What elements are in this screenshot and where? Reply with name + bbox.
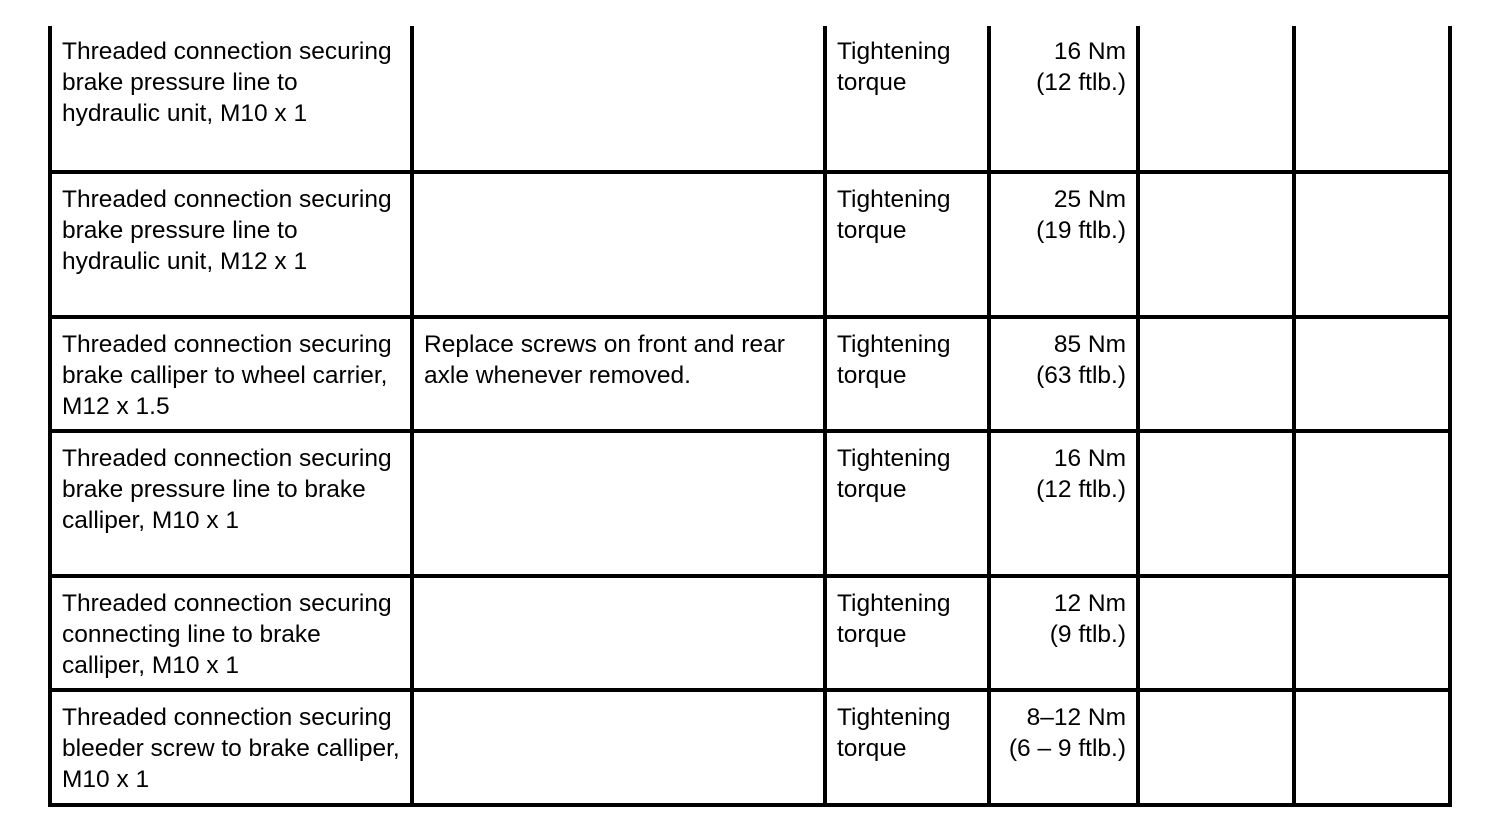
note-cell bbox=[412, 690, 825, 805]
extra-cell-2 bbox=[1294, 172, 1450, 317]
component-cell: Threaded connection securing brake pressure line to hydraulic unit, M10 x 1 bbox=[50, 26, 412, 172]
type-cell: Tightening torque bbox=[825, 431, 989, 576]
value-metric: 25 Nm bbox=[1053, 186, 1126, 213]
value-cell bbox=[989, 26, 1138, 172]
value-metric: 16 Nm bbox=[1053, 38, 1126, 65]
component-cell: Threaded connection securing brake calliper to wheel carrier, M12 x 1.5 bbox=[50, 317, 412, 431]
component-cell: Threaded connection securing brake pressure line to brake calliper, M10 x 1 bbox=[50, 431, 412, 576]
note-cell bbox=[412, 576, 825, 690]
table-row bbox=[50, 172, 1450, 317]
type-cell: Tightening torque bbox=[825, 690, 989, 805]
component-cell: Threaded connection securing connecting line to brake calliper, M10 x 1 bbox=[50, 576, 412, 690]
extra-cell-2 bbox=[1294, 317, 1450, 431]
value-cell bbox=[989, 690, 1138, 805]
value-cell bbox=[989, 172, 1138, 317]
value-imperial: (12 ftlb.) bbox=[1036, 476, 1126, 503]
value-imperial: (6 – 9 ftlb.) bbox=[1008, 735, 1126, 762]
extra-cell-2 bbox=[1294, 576, 1450, 690]
component-cell: Threaded connection securing bleeder screw to brake calliper, M10 x 1 bbox=[50, 690, 412, 805]
value-imperial: (9 ftlb.) bbox=[1049, 621, 1126, 648]
extra-cell-1 bbox=[1138, 317, 1294, 431]
component-cell: Threaded connection securing brake pressure line to hydraulic unit, M12 x 1 bbox=[50, 172, 412, 317]
extra-cell-2 bbox=[1294, 26, 1450, 172]
table-row bbox=[50, 690, 1450, 805]
value-cell bbox=[989, 317, 1138, 431]
note-cell: Replace screws on front and rear axle whenever removed. bbox=[412, 317, 825, 431]
value-imperial: (12 ftlb.) bbox=[1036, 69, 1126, 96]
table-row bbox=[50, 431, 1450, 576]
value-metric: 8–12 Nm bbox=[1026, 704, 1126, 731]
table-row bbox=[50, 317, 1450, 431]
extra-cell-1 bbox=[1138, 172, 1294, 317]
note-cell bbox=[412, 26, 825, 172]
extra-cell-2 bbox=[1294, 431, 1450, 576]
note-cell bbox=[412, 172, 825, 317]
value-imperial: (19 ftlb.) bbox=[1036, 217, 1126, 244]
extra-cell-1 bbox=[1138, 431, 1294, 576]
torque-spec-table bbox=[48, 26, 1452, 807]
type-cell: Tightening torque bbox=[825, 172, 989, 317]
type-cell: Tightening torque bbox=[825, 576, 989, 690]
table-row bbox=[50, 26, 1450, 172]
value-metric: 85 Nm bbox=[1053, 331, 1126, 358]
value-imperial: (63 ftlb.) bbox=[1036, 362, 1126, 389]
type-cell: Tightening torque bbox=[825, 26, 989, 172]
type-cell: Tightening torque bbox=[825, 317, 989, 431]
table-row bbox=[50, 576, 1450, 690]
value-metric: 12 Nm bbox=[1053, 590, 1126, 617]
note-cell bbox=[412, 431, 825, 576]
extra-cell-2 bbox=[1294, 690, 1450, 805]
extra-cell-1 bbox=[1138, 26, 1294, 172]
value-cell bbox=[989, 431, 1138, 576]
extra-cell-1 bbox=[1138, 576, 1294, 690]
value-metric: 16 Nm bbox=[1053, 445, 1126, 472]
extra-cell-1 bbox=[1138, 690, 1294, 805]
value-cell bbox=[989, 576, 1138, 690]
